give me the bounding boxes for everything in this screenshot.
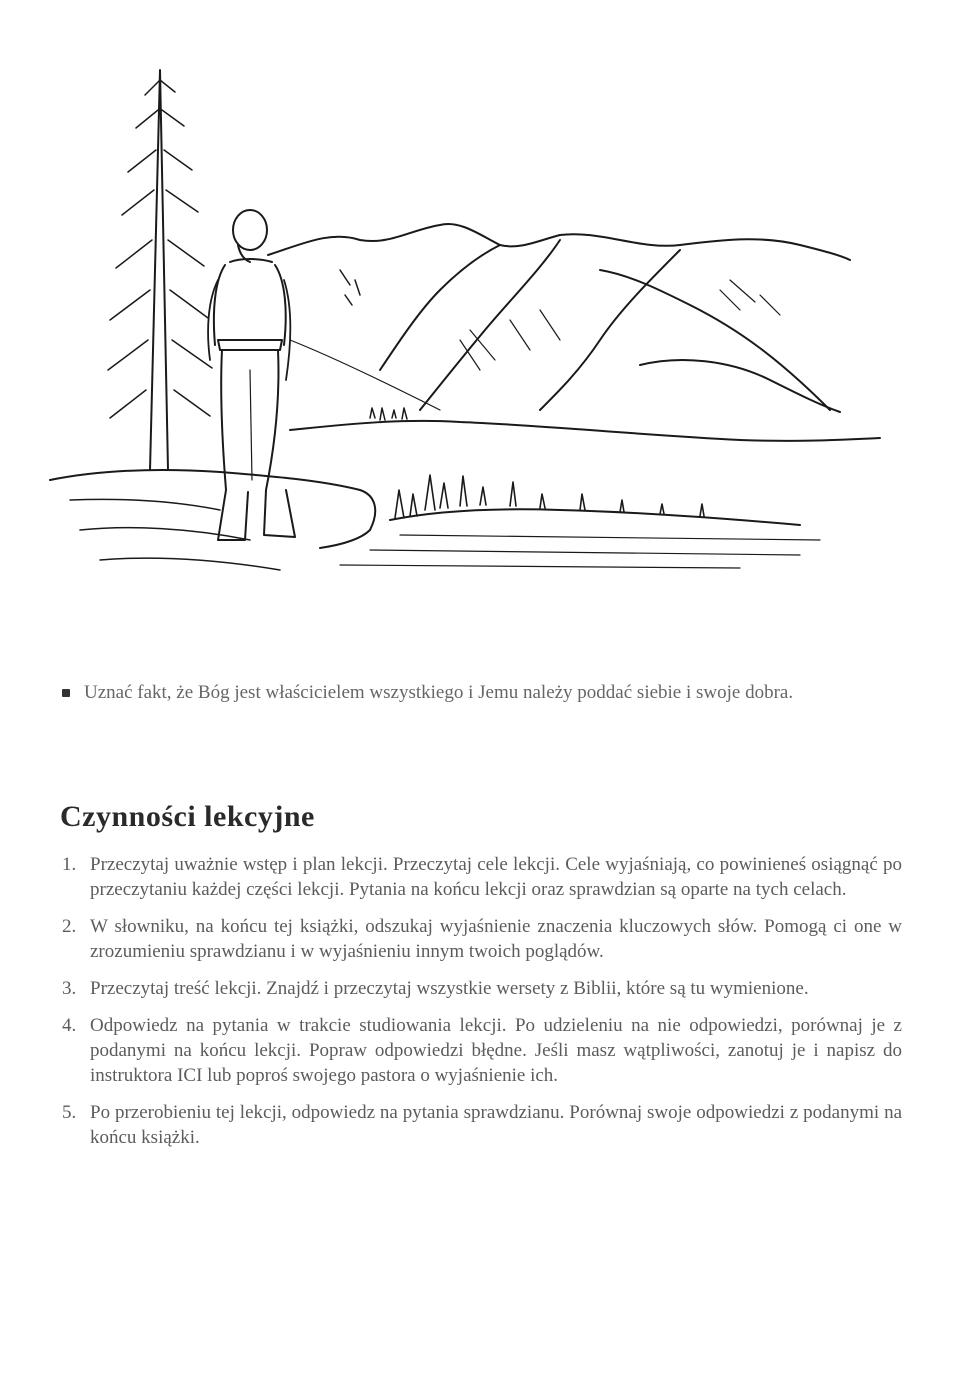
objective-text: Uznać fakt, że Bóg jest właścicielem wszystkiego i Jemu należy poddać siebie i swoje dobra. (84, 682, 794, 703)
step-number: 4. (62, 1015, 77, 1036)
section-heading: Czynności lekcyjne (60, 800, 315, 833)
objective-bullet (62, 680, 902, 706)
illustration-man-overlooking-lake (40, 40, 920, 600)
list-item (62, 1100, 902, 1150)
step-text: Przeczytaj treść lekcji. Znajdź i przeczytaj wszystkie wersety z Biblii, które są tu wymienione. (90, 978, 809, 999)
bullet-square-icon (62, 689, 70, 697)
list-item (62, 914, 902, 964)
list-item (62, 1013, 902, 1088)
step-number: 3. (62, 978, 77, 999)
list-item (62, 852, 902, 902)
step-number: 2. (62, 916, 77, 937)
landscape-drawing-icon (40, 40, 920, 600)
step-text: Przeczytaj uważnie wstęp i plan lekcji. Przeczytaj cele lekcji. Cele wyjaśniają, co powinieneś osiągnąć po przeczytaniu każdej części lekcji. Pytania na końcu lekcji oraz sprawdzian są oparte na tych celach. (90, 854, 902, 900)
list-item (62, 976, 902, 1001)
lesson-steps-list (62, 852, 902, 1162)
step-text: W słowniku, na końcu tej książki, odszukaj wyjaśnienie znaczenia kluczowych słów. Pomogą ci one w zrozumieniu sprawdzianu i w wyjaśnieniu innym twoich poglądów. (90, 916, 902, 962)
step-text: Odpowiedz na pytania w trakcie studiowania lekcji. Po udzieleniu na nie odpowiedzi, porównaj je z podanymi na końcu lekcji. Popraw odpowiedzi błędne. Jeśli masz wątpliwości, zanotuj je i napisz do instruktora ICI lub poproś swojego pastora o wyjaśnienie ich. (90, 1015, 902, 1086)
step-number: 5. (62, 1102, 77, 1123)
step-text: Po przerobieniu tej lekcji, odpowiedz na pytania sprawdzianu. Porównaj swoje odpowiedzi z podanymi na końcu książki. (90, 1102, 902, 1148)
step-number: 1. (62, 854, 77, 875)
